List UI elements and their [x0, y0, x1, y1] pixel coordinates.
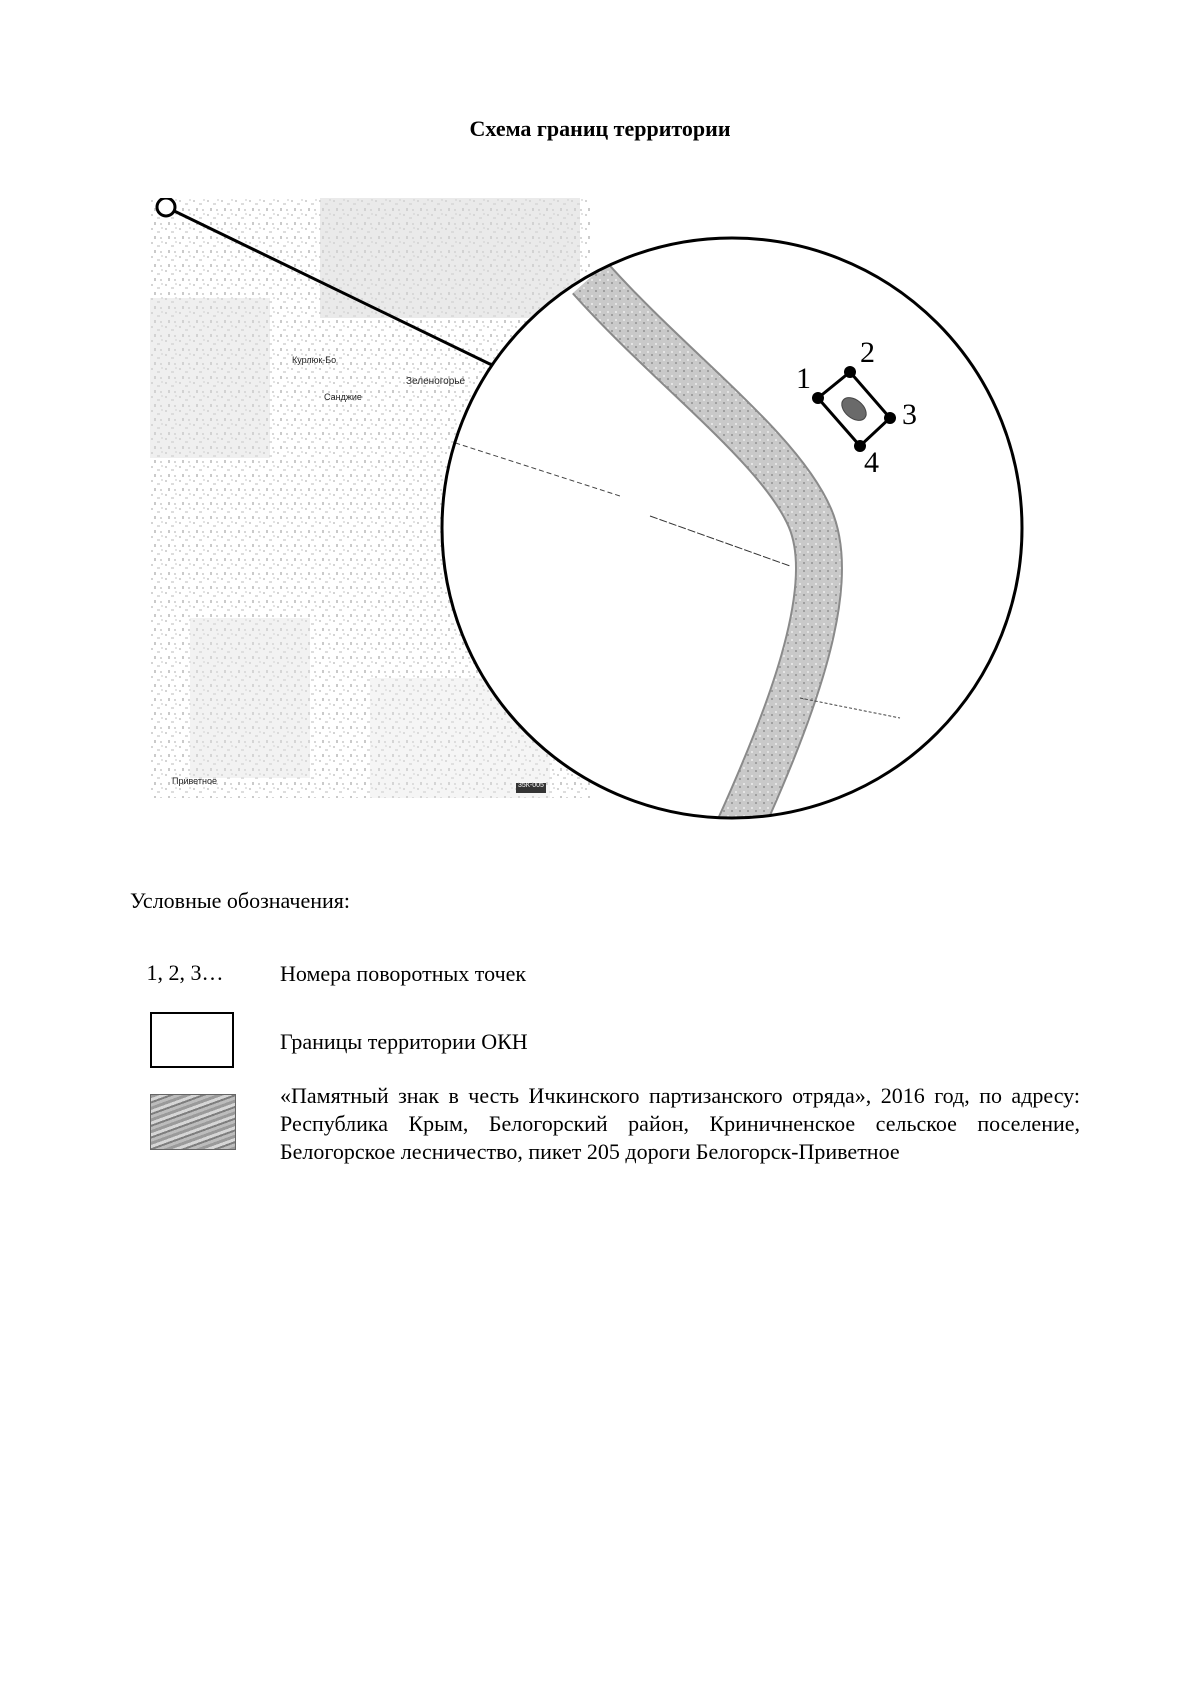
turning-point-label-3: 3	[902, 398, 917, 431]
legend-text-turning-points: Номера поворотных точек	[280, 961, 527, 986]
legend-item-turning-points	[130, 960, 1080, 1000]
turning-point-label-4: 4	[864, 446, 879, 479]
place-label-sandzhiy: Санджие	[324, 392, 362, 402]
place-label-kurlyuk: Курлюк-Бо	[292, 355, 337, 365]
zoom-circle-background	[442, 238, 1022, 818]
legend-symbol-boundary-box	[150, 1012, 234, 1068]
legend-title: Условные обозначения:	[130, 888, 351, 913]
legend-item-boundary	[130, 1010, 1080, 1074]
callout-origin-marker	[157, 198, 175, 216]
turning-point-marker	[812, 392, 824, 404]
legend-item-monument	[130, 1082, 1080, 1202]
legend-symbol-numbers: 1, 2, 3…	[146, 960, 224, 985]
page-title: Схема границ территории	[469, 116, 731, 141]
legend-text-monument: «Памятный знак в честь Ичкинского партизанского отряда», 2016 год, по адресу: Республика Крым, Белогорский район, Криничненское сельское поселение, Белогорское лесничество, пикет 205 дороги Белогорск-Приветное	[280, 1083, 1080, 1164]
turning-point-label-2: 2	[860, 336, 875, 369]
turning-point-marker	[844, 366, 856, 378]
legend-text-boundary: Границы территории ОКН	[280, 1029, 528, 1054]
place-label-zelenogorye: Зеленогорье	[406, 376, 466, 387]
turning-point-marker	[884, 412, 896, 424]
legend-symbol-monument-fill	[150, 1094, 236, 1150]
road-number-label: 35К-005	[518, 782, 544, 789]
map-canvas	[150, 198, 1150, 878]
boundary-map	[150, 198, 1150, 878]
place-label-privetnoe: Приветное	[172, 776, 217, 786]
turning-point-label-1: 1	[796, 362, 811, 395]
